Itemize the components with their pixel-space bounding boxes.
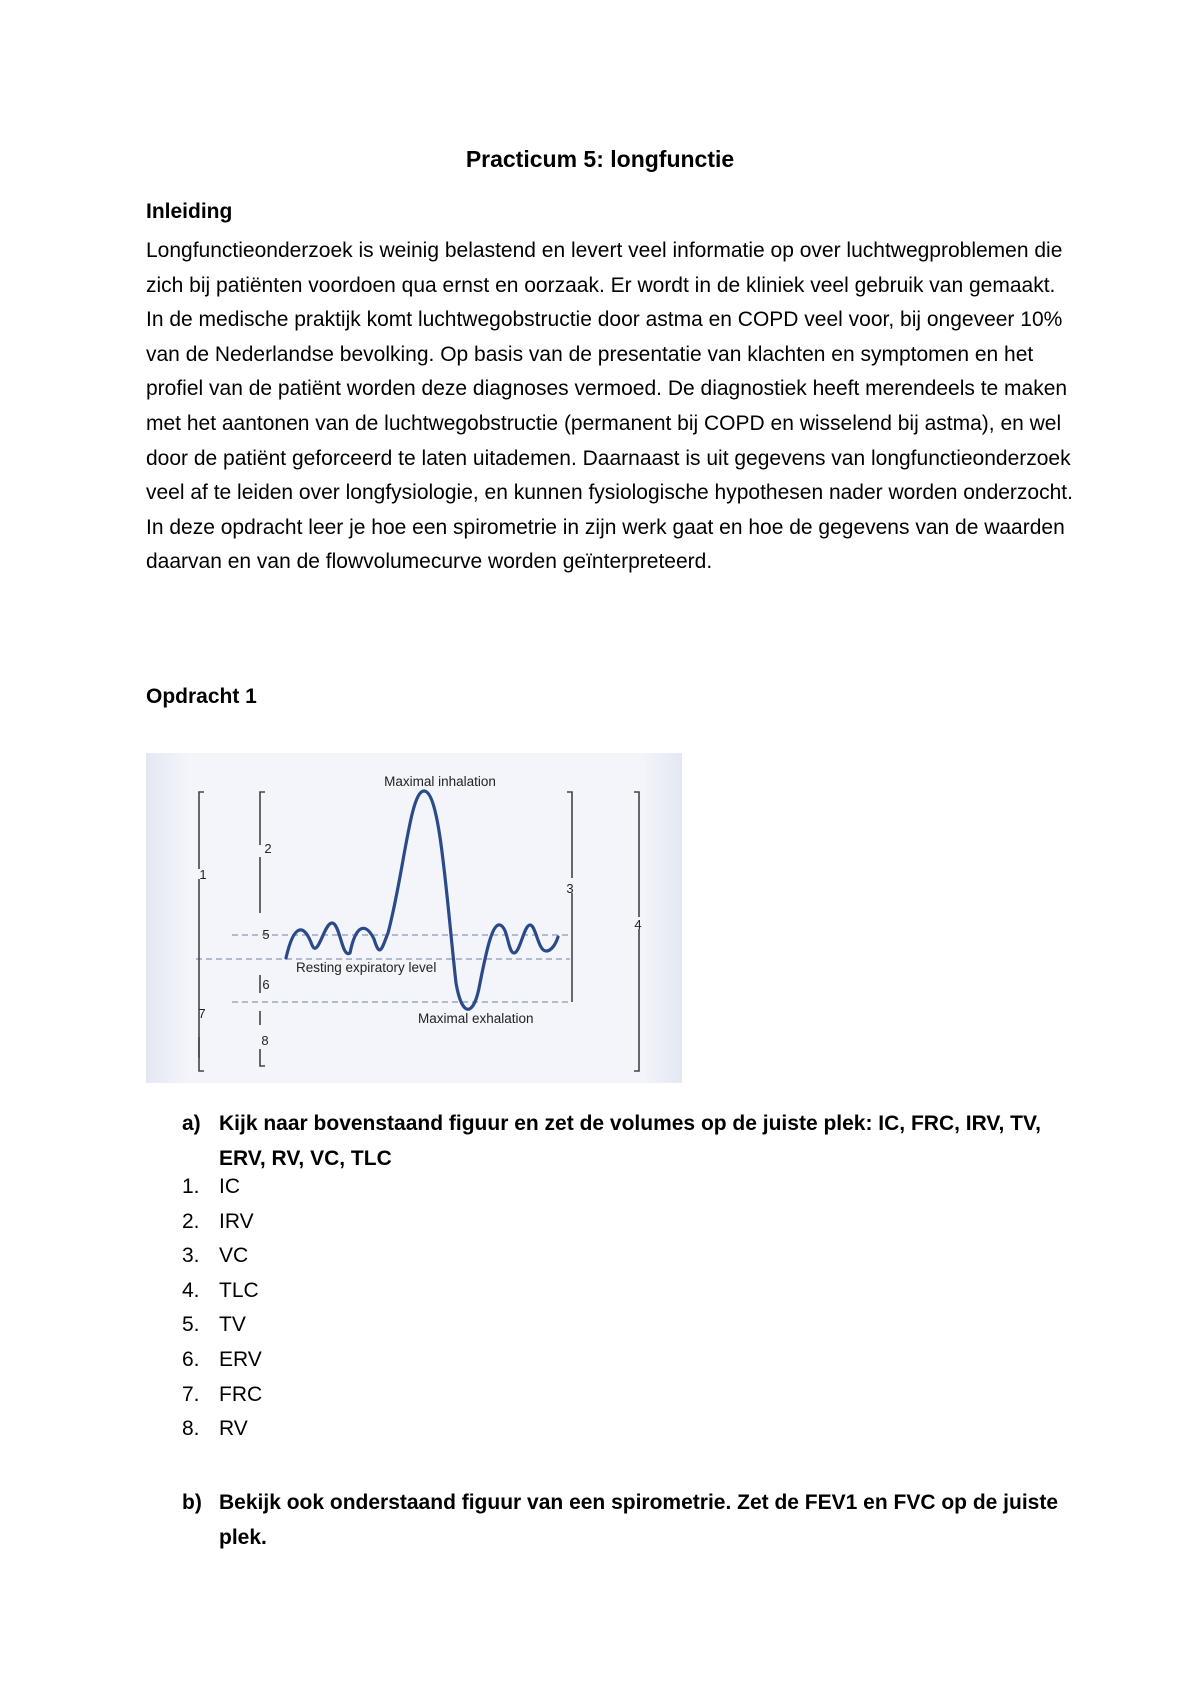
answer-text: FRC [219,1382,263,1406]
answer-text: IRV [219,1209,254,1233]
assignment-heading: Opdracht 1 [146,685,257,708]
number-4: 4 [634,917,642,932]
lung-volumes-figure [146,753,682,1083]
answer-text: TV [219,1313,246,1337]
list-item: 4. TLC [182,1274,262,1309]
label-maximal-inhalation: Maximal inhalation [384,774,496,789]
label-resting-expiratory-level: Resting expiratory level [296,960,437,975]
number-2: 2 [264,841,272,856]
answer-text: ERV [219,1347,262,1371]
label-maximal-exhalation: Maximal exhalation [418,1011,534,1026]
question-b [182,1486,1062,1555]
list-item: 5. TV [182,1308,262,1343]
list-item: 7. FRC [182,1378,262,1413]
question-a-text: Kijk naar bovenstaand figuur en zet de volumes op de juiste plek: IC, FRC, IRV, TV, ERV, RV, VC, TLC [219,1112,1041,1170]
list-item: 6. ERV [182,1343,262,1378]
list-item: 3. VC [182,1239,262,1274]
answer-list [182,1170,262,1447]
intro-heading: Inleiding [146,200,233,223]
question-a-label: a) [182,1112,201,1135]
number-1: 1 [199,867,207,882]
page-title: Practicum 5: longfunctie [465,146,735,172]
answer-text: RV [219,1417,248,1441]
list-item: 2. IRV [182,1205,262,1240]
question-b-text: Bekijk ook onderstaand figuur van een spirometrie. Zet de FEV1 en FVC op de juiste plek. [219,1491,1059,1549]
list-item: 8. RV [182,1412,262,1447]
intro-paragraph: Longfunctieonderzoek is weinig belastend en levert veel informatie op over luchtwegproblemen die zich bij patiënten voordoen qua ernst en oorzaak. Er wordt in de kliniek veel gebruik van gemaakt. In de medische praktijk komt luchtwegobstructie door astma en COPD veel voor, bij ongeveer 10% van de Nederlandse bevolking. Op basis van de presentatie van klachten en symptomen en het profiel van de patiënt worden deze diagnoses vermoed. De diagnostiek heeft merendeels te maken met het aantonen van de luchtwegobstructie (permanent bij COPD en wisselend bij astma), en wel door de patiënt geforceerd te laten uitademen. Daarnaast is uit gegevens van longfunctieonderzoek veel af te leiden over longfysiologie, en kunnen fysiologische hypothesen nader worden onderzocht. In deze opdracht leer je hoe een spirometrie in zijn werk gaat en hoe de gegevens van de waarden daarvan en van de flowvolumecurve worden geïnterpreteerd. [146,239,1073,574]
list-item: 1. IC [182,1170,262,1205]
number-6: 6 [262,977,270,992]
number-8: 8 [261,1033,269,1048]
number-7: 7 [198,1006,206,1021]
number-5: 5 [262,927,270,942]
answer-text: TLC [219,1278,259,1302]
lung-volumes-diagram [146,753,682,1083]
question-b-label: b) [182,1491,202,1514]
question-a [182,1107,1062,1176]
answer-text: IC [219,1175,240,1198]
answer-text: VC [219,1244,249,1268]
number-3: 3 [566,881,574,896]
